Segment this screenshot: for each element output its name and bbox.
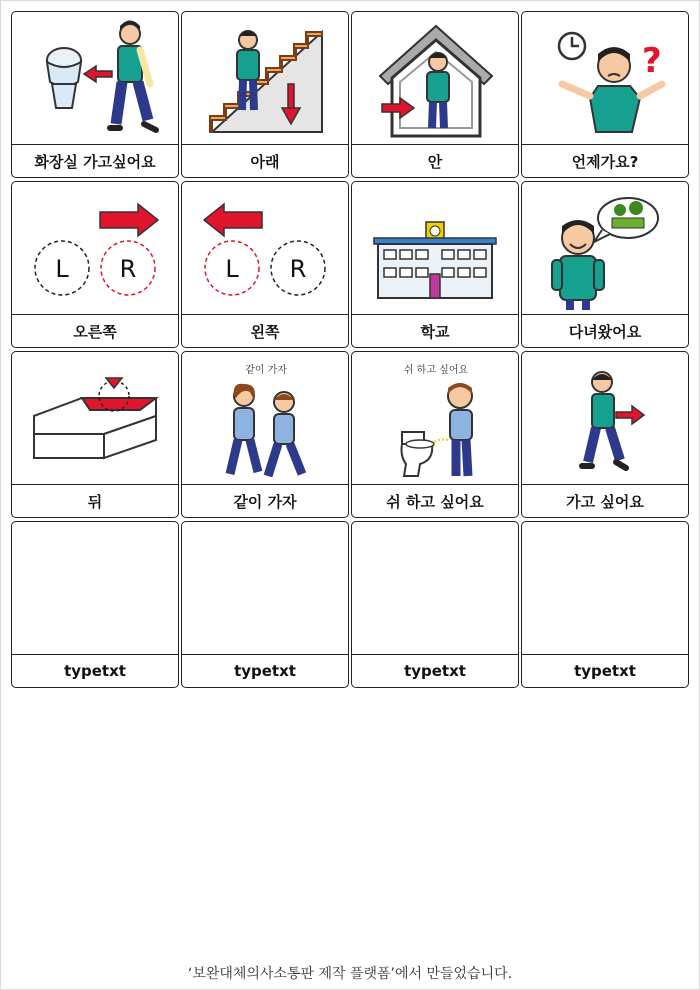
school-building-icon (352, 182, 519, 317)
card-inside[interactable] (351, 11, 519, 178)
card-label: 다녀왔어요 (522, 314, 688, 347)
card-label: 왼쪽 (182, 314, 348, 347)
card-go-together[interactable] (181, 351, 349, 518)
person-stairs-down-icon (182, 12, 349, 147)
person-inside-house-icon (352, 12, 519, 147)
card-label: 언제가요? (522, 144, 688, 177)
letter-r: R (119, 255, 137, 283)
card-behind[interactable] (11, 351, 179, 518)
card-label: typetxt (352, 654, 518, 687)
card-want-pee[interactable] (351, 351, 519, 518)
boy-toilet-pee-icon (352, 352, 519, 487)
two-people-walking-icon (182, 352, 349, 487)
empty-picture-area (522, 522, 689, 657)
person-walking-arrow-icon (522, 352, 689, 487)
picture-caption: 같이 가자 (245, 365, 287, 376)
card-label: 뒤 (12, 484, 178, 517)
right-arrow-lr-icon (12, 182, 179, 317)
person-toilet-icon (12, 12, 179, 147)
card-left[interactable] (181, 181, 349, 348)
letter-l: L (225, 255, 239, 283)
card-empty[interactable] (181, 521, 349, 688)
empty-picture-area (182, 522, 349, 657)
card-empty[interactable] (351, 521, 519, 688)
left-arrow-lr-icon (182, 182, 349, 317)
card-when[interactable] (521, 11, 689, 178)
svg-text:?: ? (642, 41, 662, 81)
empty-picture-area (12, 522, 179, 657)
card-down[interactable] (181, 11, 349, 178)
card-label: typetxt (12, 654, 178, 687)
card-label: 오른쪽 (12, 314, 178, 347)
card-back-home[interactable] (521, 181, 689, 348)
card-label: typetxt (182, 654, 348, 687)
letter-r: R (289, 255, 307, 283)
card-label: 아래 (182, 144, 348, 177)
card-empty[interactable] (521, 521, 689, 688)
card-school[interactable] (351, 181, 519, 348)
card-right[interactable] (11, 181, 179, 348)
box-back-icon (12, 352, 179, 487)
card-label: 같이 가자 (182, 484, 348, 517)
card-label: 화장실 가고싶어요 (12, 144, 178, 177)
card-empty[interactable] (11, 521, 179, 688)
letter-l: L (55, 255, 69, 283)
footer-credit: ‘보완대체의사소통판 제작 플랫폼’에서 만들었습니다. (187, 966, 513, 982)
card-label: typetxt (522, 654, 688, 687)
picture-caption: 쉬 하고 싶어요 (403, 365, 469, 376)
card-label: 학교 (352, 314, 518, 347)
card-label: 안 (352, 144, 518, 177)
card-label: 쉬 하고 싶어요 (352, 484, 518, 517)
person-backpack-icon (522, 182, 689, 317)
card-toilet[interactable] (11, 11, 179, 178)
empty-picture-area (352, 522, 519, 657)
person-clock-question-icon (522, 12, 689, 147)
card-label: 가고 싶어요 (522, 484, 688, 517)
card-want-go[interactable] (521, 351, 689, 518)
